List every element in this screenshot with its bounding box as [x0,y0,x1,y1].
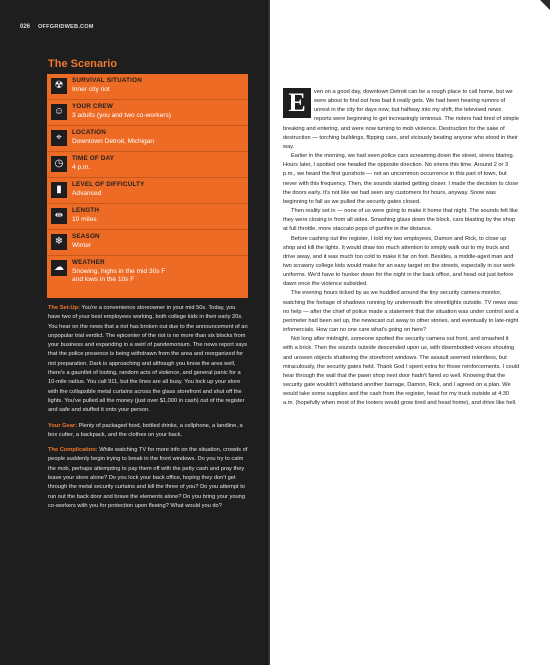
page-corner [540,0,550,10]
article-paragraph: The evening hours ticked by as we huddled around the tiny security camera monitor, watching the footage of shadows running by underneath the streetlights outside. TV news was no help — after the chief of police made a statement that the situation was under control and a perimeter had been set up, the newscast cut away to other stories, and eventually to late-night infomercials. How can no one care what's going on here? [283,290,519,334]
complication-lead: The Complication: [48,447,98,454]
setup-lead: The Set-Up: [48,305,80,311]
right-page [270,0,550,665]
left-page [0,0,268,665]
complication-paragraph [48,446,248,511]
scenario-value-line2: and lows in the 10s F [72,276,135,283]
scenario-value: Inner city riot [72,86,110,93]
length-icon: ⇹ [51,208,67,224]
scenario-label: YOUR CREW [72,103,113,110]
scenario-row-survival [47,74,248,100]
scenario-row-location [47,126,248,152]
difficulty-bars-icon: ▮ [51,182,67,198]
scenario-value: Advanced [72,190,102,197]
weather-icon: ☁ [51,260,67,276]
drop-cap: E [283,88,311,118]
setup-paragraph [48,304,248,416]
clock-icon: ◷ [51,156,67,172]
gear-text: Plenty of packaged food, bottled drinks, a cellphone, a landline, a box cutter, a backpack, and the clothes on your back. [48,422,243,438]
page-number: 026 [20,24,31,30]
scenario-label: SURVIVAL SITUATION [72,77,142,84]
setup-text: You're a convenience storeowner in your mid 50s. Today, you have two of your best employees working, both college kids in their early 20s. You hear on the news that a riot has broken out due to the announcement of an unpopular trial verdict. The epicenter of the riot is no more than six blocks from your business and expanding in a swirl of pandemonium. The news report says that the police presence is being withdrawn from the area and reorganized for riot preparation. Dark is approaching and although you know the area well, there's a gauntlet of looting, random acts of violence, and general panic for a 10-mile radius. You call 911, but the lines are all busy. You lock up your store with the collapsible metal curtains across the glass storefront and shut off the lights. You've pulled all the money (just over $1,000 in cash) out of the register and safe and stuffed it onto your person. [48,305,248,414]
scenario-value: 3 adults (you and two co-workers) [72,112,171,119]
scenario-row-time [47,152,248,178]
scenario-value: Winter [72,242,92,249]
section-title: The Scenario [48,58,118,70]
complication-text: While watching TV for more info on the situation, crowds of people suddenly begin trying to break in the front windows. Do you try to calm the mob, perhaps attempting to pay them off with the petty cash and pray they leave your store alone? Do you lock your back office, hoping they don't get through the metal security curtains and kill the three of you? Do you attempt to run out the back door and brave the elements alone? Do you bring your young co-workers with you for protection upon fleeing? What would you do? [48,447,248,509]
scenario-label: TIME OF DAY [72,155,115,162]
scenario-label: LEVEL OF DIFFICULTY [72,181,145,188]
article-body [283,88,520,408]
location-pin-icon: ⌖ [51,130,67,146]
article-paragraph: ven on a good day, downtown Detroit can be a rough place to call home, but we were about to find out how bad it really gets. We had been hearing rumors of unrest in the city for days now, but halfway into my shift, the televised news reports were beginning to get increasingly ominous. The rioters had tired of simple breaking and entering, and were now turning to mob violence. Destruction for the sake of destruction — torching buildings, flipping cars, and viciously beating anyone who stood in their way. [283,89,519,150]
scenario-box [47,74,248,298]
scenario-text [48,304,248,517]
biohazard-icon: ☢ [51,78,67,94]
scenario-row-season [47,230,248,256]
scenario-label: LENGTH [72,207,100,214]
scenario-value: 10 miles [72,216,97,223]
scenario-row-length [47,204,248,230]
scenario-label: LOCATION [72,129,107,136]
gear-lead: Your Gear: [48,422,77,429]
gear-paragraph [48,422,248,441]
scenario-row-weather [47,256,248,298]
scenario-value: 4 p.m. [72,164,91,171]
site-url: OFFGRIDWEB.COM [38,24,94,30]
scenario-value: Snowing, highs in the mid 30s F [72,268,166,275]
scenario-label: WEATHER [72,259,105,266]
article-paragraph: Then reality set in — none of us were going to make it home that night. The sounds felt like they were closing in from all sides. Smashing glass down the block, cars blasting by the shop at full throttle, more staccato pops of gunfire in the distance. [283,208,518,233]
article-paragraph: Not long after midnight, someone spotted the security camera out front, and smashed it with a brick. Then the sounds outside descended upon us, with disembodied voices shouting and unseen objects shattering the storefront windows. The assault seemed relentless, but miraculously, the security gates held. Thank God I spent extra for those reinforcements. I could hear through the wall that the pawn shop next door hadn't fared so well. Knowing that the security gate wouldn't withstand another barrage, Damon, Rick, and I agreed on a plan. We would take some supplies and the cash from the register, head for my truck outside at 4:30 a.m. (hopefully when most of the looters would grow tired and head home), and drive like hell. [283,336,520,407]
scenario-value: Downtown Detroit, Michigan [72,138,155,145]
snowflake-icon: ❄ [51,234,67,250]
page-header [0,0,268,40]
scenario-row-difficulty [47,178,248,204]
scenario-row-crew [47,100,248,126]
article-paragraph: Before cashing out the register, I told my two employees, Damon and Rick, to close up shop and kill the lights. It would draw too much attention to simply walk out to my truck and drive away, and it was much too cold to make it far on foot. Besides, a middle-aged man and two scrawny college kids would make for an easy target on the streets, especially in our work uniforms. We'd have to hunker down for the night in the back office, and head out just before dawn once the violence subsided. [283,235,516,288]
article-paragraph: Earlier in the morning, we had seen police cars screaming down the street, sirens blaring. Hours later, I spotted one headed the opposite direction. No sirens this time. Around 2 or 3 p.m., we heard the first gunshots — not an uncommon occurrence in this part of town, but never with this frequency. Then, the sounds started getting closer. I made the decision to close the doors early. It's not like we had seen any customers for hours, anyway. Snow was beginning to fall as we pulled the security gates closed. [283,153,519,205]
scenario-label: SEASON [72,233,100,240]
crew-icon: ☺ [51,104,67,120]
